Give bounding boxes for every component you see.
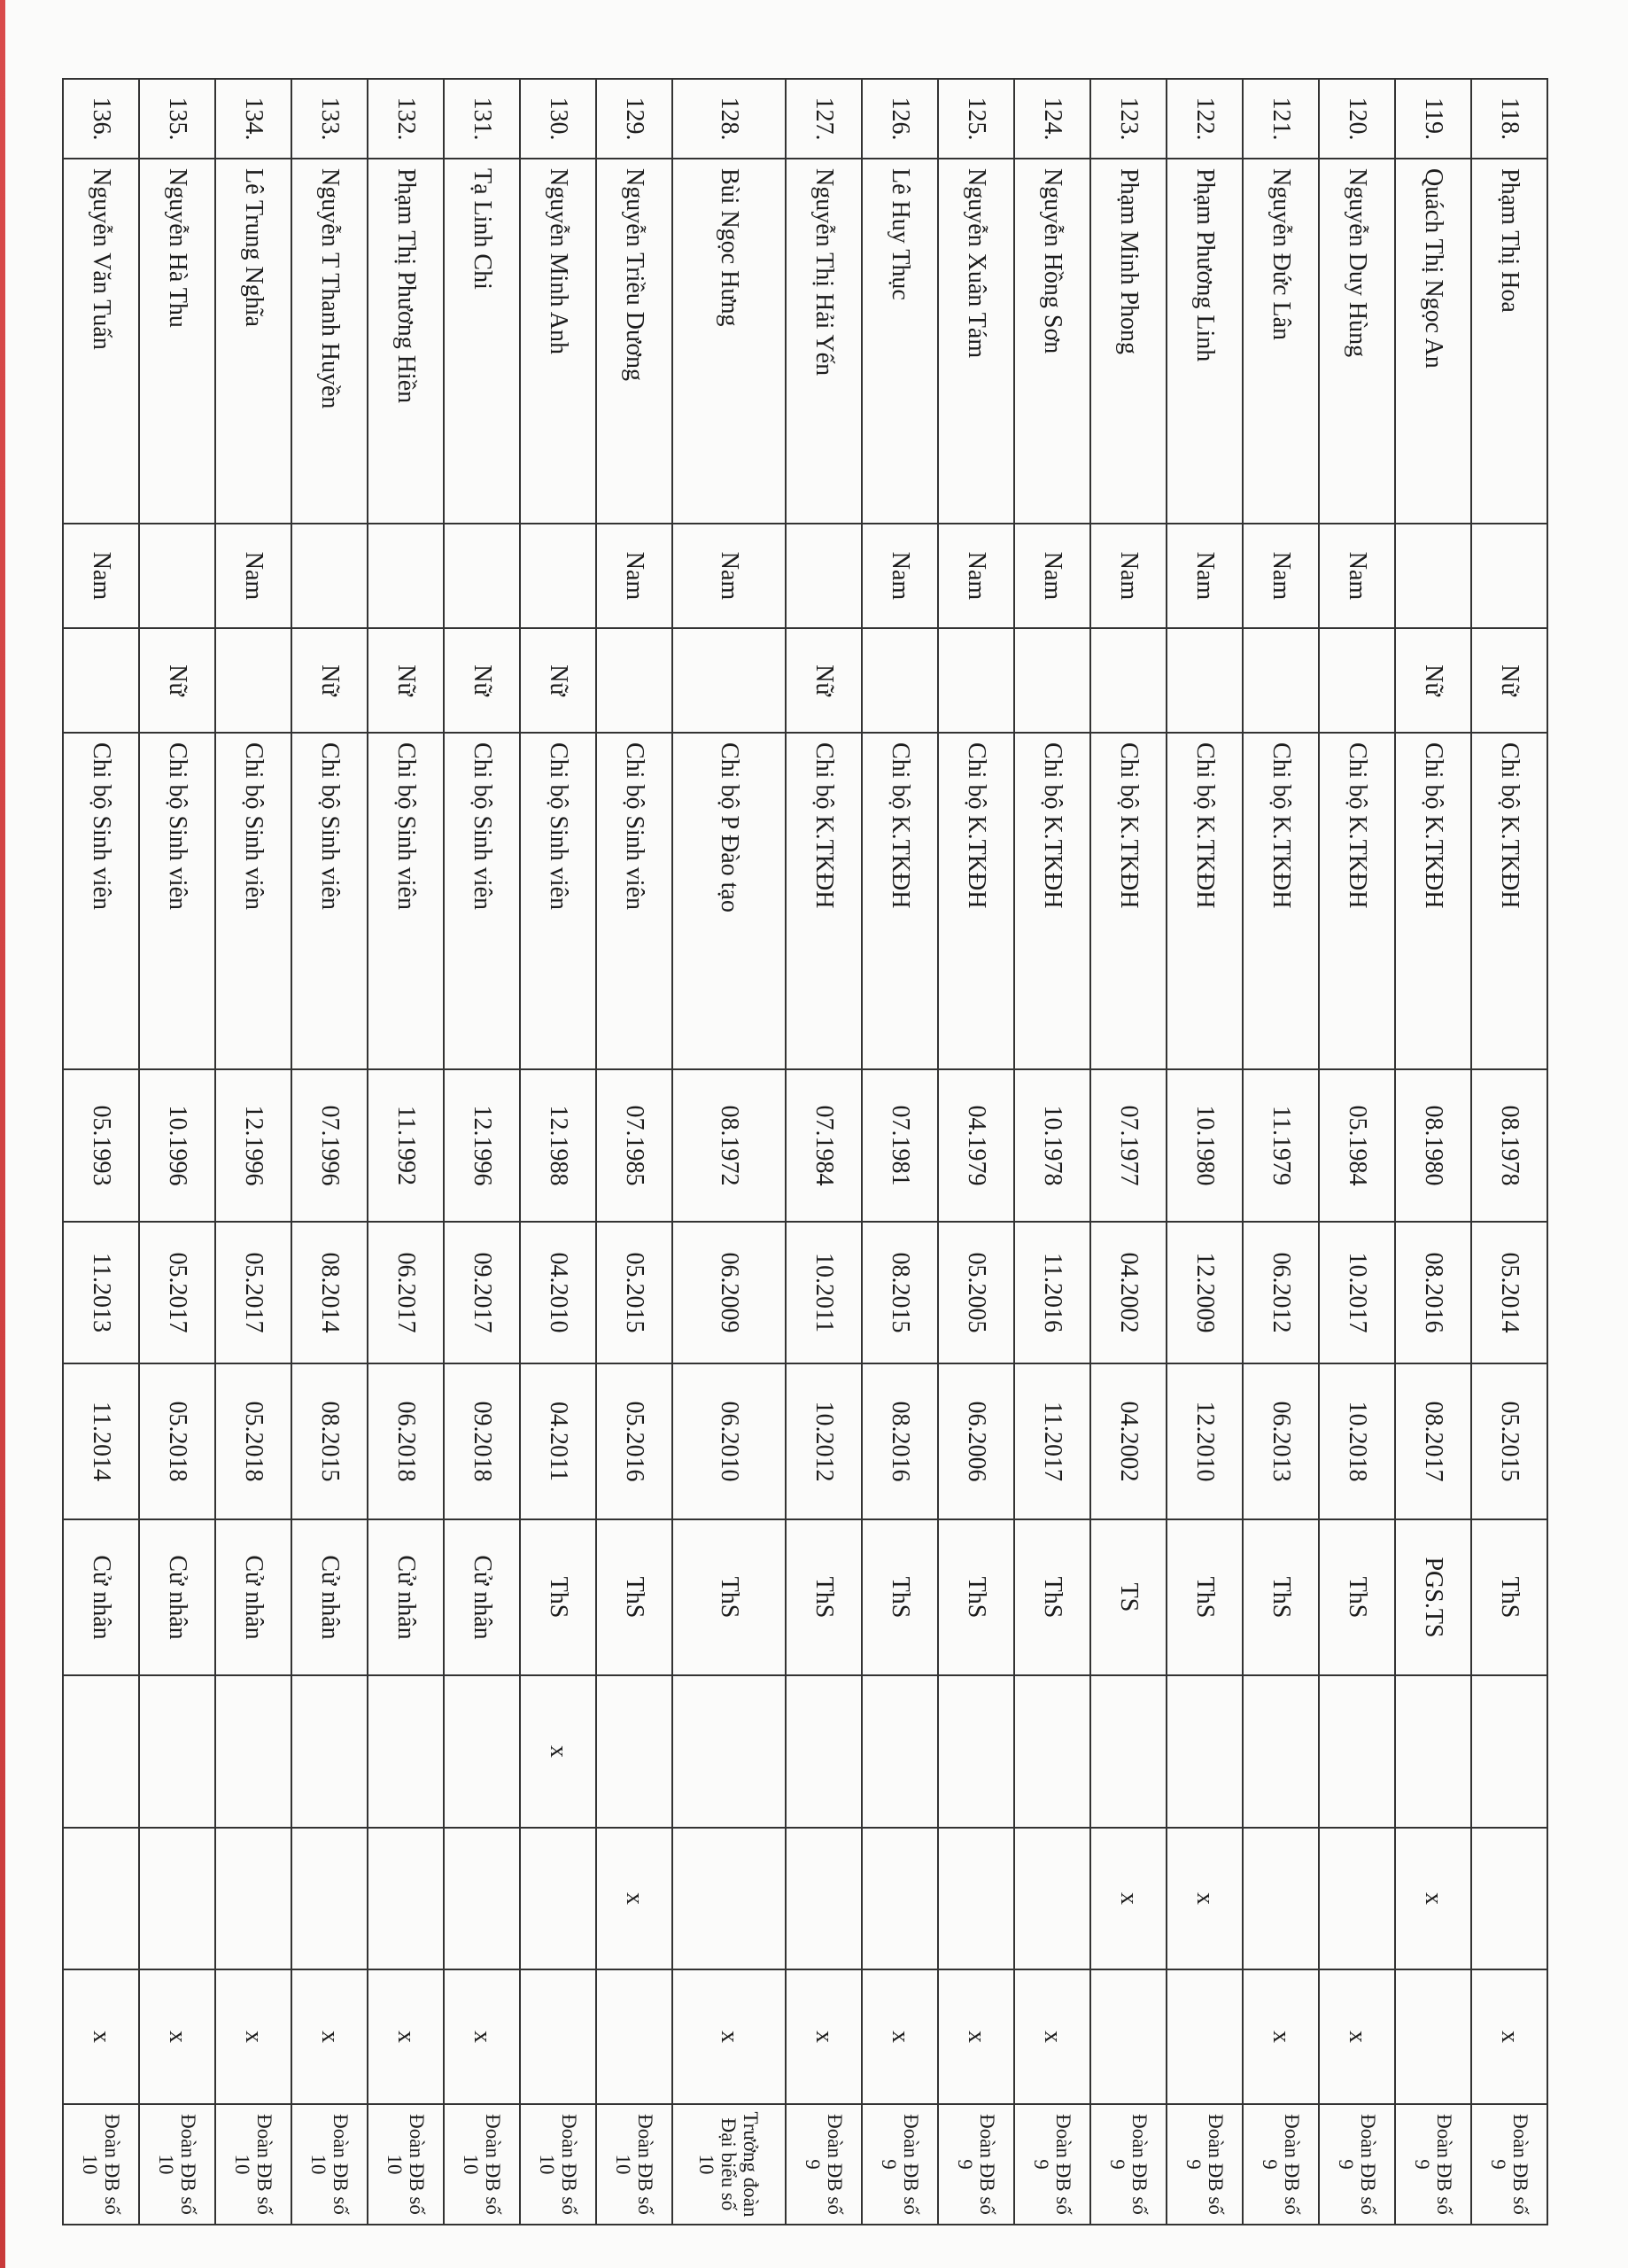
mark-col-2 <box>444 1828 520 1969</box>
join-date: 04.2002 <box>1090 1222 1167 1363</box>
join-date: 11.2013 <box>63 1222 139 1363</box>
row-number: 118. <box>1471 79 1547 159</box>
mark-col-3: x <box>368 1969 444 2104</box>
mark-col-2: x <box>1395 1828 1471 1969</box>
join-date: 08.2014 <box>291 1222 368 1363</box>
birth-date: 10.1996 <box>139 1069 215 1222</box>
party-cell: Chi bộ Sinh viên <box>139 733 215 1069</box>
delegation: Đoàn ĐB số 10 <box>444 2104 520 2225</box>
gender-male: Nam <box>862 524 938 628</box>
row-number: 119. <box>1395 79 1471 159</box>
degree: ThS <box>1014 1519 1090 1675</box>
member-name: Phạm Thị Hoa <box>1471 159 1547 524</box>
member-name: Nguyễn Thị Hải Yến <box>786 159 862 524</box>
party-cell: Chi bộ K.TKĐH <box>1014 733 1090 1069</box>
mark-col-2 <box>1014 1828 1090 1969</box>
gender-female <box>63 628 139 733</box>
mark-col-1 <box>862 1675 938 1828</box>
degree: Cử nhân <box>215 1519 291 1675</box>
mark-col-1 <box>1243 1675 1319 1828</box>
mark-col-3: x <box>672 1969 785 2104</box>
birth-date: 07.1984 <box>786 1069 862 1222</box>
member-name: Phạm Thị Phương Hiền <box>368 159 444 524</box>
join-date: 05.2017 <box>139 1222 215 1363</box>
official-date: 08.2015 <box>291 1363 368 1519</box>
table-row <box>672 79 785 2225</box>
official-date: 04.2002 <box>1090 1363 1167 1519</box>
member-name: Nguyễn Hà Thu <box>139 159 215 524</box>
mark-col-3: x <box>444 1969 520 2104</box>
mark-col-3: x <box>1243 1969 1319 2104</box>
mark-col-2 <box>1471 1828 1547 1969</box>
degree: ThS <box>672 1519 785 1675</box>
row-number: 123. <box>1090 79 1167 159</box>
mark-col-3: x <box>139 1969 215 2104</box>
birth-date: 05.1993 <box>63 1069 139 1222</box>
birth-date: 07.1977 <box>1090 1069 1167 1222</box>
mark-col-3: x <box>63 1969 139 2104</box>
mark-col-2 <box>862 1828 938 1969</box>
member-name: Nguyễn T Thanh Huyền <box>291 159 368 524</box>
delegation: Đoàn ĐB số 9 <box>1243 2104 1319 2225</box>
mark-col-1 <box>1014 1675 1090 1828</box>
mark-col-1: x <box>520 1675 596 1828</box>
table-row <box>596 79 672 2225</box>
table-row <box>1471 79 1547 2225</box>
row-number: 120. <box>1319 79 1395 159</box>
row-number: 130. <box>520 79 596 159</box>
table-row <box>520 79 596 2225</box>
degree: ThS <box>1471 1519 1547 1675</box>
party-cell: Chi bộ Sinh viên <box>368 733 444 1069</box>
mark-col-1 <box>139 1675 215 1828</box>
degree: ThS <box>1243 1519 1319 1675</box>
party-cell: Chi bộ Sinh viên <box>291 733 368 1069</box>
join-date: 05.2015 <box>596 1222 672 1363</box>
mark-col-1 <box>368 1675 444 1828</box>
degree: ThS <box>862 1519 938 1675</box>
row-number: 128. <box>672 79 785 159</box>
mark-col-1 <box>1167 1675 1243 1828</box>
birth-date: 12.1988 <box>520 1069 596 1222</box>
birth-date: 07.1996 <box>291 1069 368 1222</box>
mark-col-1 <box>291 1675 368 1828</box>
mark-col-1 <box>444 1675 520 1828</box>
row-number: 129. <box>596 79 672 159</box>
degree: Cử nhân <box>444 1519 520 1675</box>
table-row <box>215 79 291 2225</box>
official-date: 10.2018 <box>1319 1363 1395 1519</box>
mark-col-1 <box>1090 1675 1167 1828</box>
gender-male <box>786 524 862 628</box>
official-date: 05.2015 <box>1471 1363 1547 1519</box>
row-number: 121. <box>1243 79 1319 159</box>
row-number: 135. <box>139 79 215 159</box>
mark-col-3: x <box>1014 1969 1090 2104</box>
table-body <box>63 79 1547 2225</box>
mark-col-3: x <box>291 1969 368 2104</box>
mark-col-3: x <box>1319 1969 1395 2104</box>
party-cell: Chi bộ K.TKĐH <box>1471 733 1547 1069</box>
table-row <box>1395 79 1471 2225</box>
degree: ThS <box>938 1519 1014 1675</box>
party-cell: Chi bộ K.TKĐH <box>1319 733 1395 1069</box>
official-date: 05.2018 <box>215 1363 291 1519</box>
gender-male: Nam <box>1243 524 1319 628</box>
birth-date: 12.1996 <box>444 1069 520 1222</box>
row-number: 127. <box>786 79 862 159</box>
gender-male <box>139 524 215 628</box>
delegation: Đoàn ĐB số 9 <box>1014 2104 1090 2225</box>
degree: Cử nhân <box>291 1519 368 1675</box>
gender-male <box>1471 524 1547 628</box>
party-cell: Chi bộ K.TKĐH <box>938 733 1014 1069</box>
join-date: 10.2017 <box>1319 1222 1395 1363</box>
table-row <box>862 79 938 2225</box>
member-name: Phạm Phương Linh <box>1167 159 1243 524</box>
gender-female: Nữ <box>291 628 368 733</box>
official-date: 08.2016 <box>862 1363 938 1519</box>
delegation: Đoàn ĐB số 9 <box>786 2104 862 2225</box>
gender-female: Nữ <box>786 628 862 733</box>
mark-col-1 <box>786 1675 862 1828</box>
member-name: Nguyễn Đức Lân <box>1243 159 1319 524</box>
degree: ThS <box>520 1519 596 1675</box>
degree: Cử nhân <box>368 1519 444 1675</box>
join-date: 06.2012 <box>1243 1222 1319 1363</box>
party-cell: Chi bộ K.TKĐH <box>1243 733 1319 1069</box>
delegation: Đoàn ĐB số 9 <box>1167 2104 1243 2225</box>
gender-male: Nam <box>938 524 1014 628</box>
mark-col-3 <box>596 1969 672 2104</box>
member-name: Phạm Minh Phong <box>1090 159 1167 524</box>
document-page <box>62 78 1548 2218</box>
gender-female <box>1090 628 1167 733</box>
mark-col-3: x <box>862 1969 938 2104</box>
gender-male: Nam <box>596 524 672 628</box>
gender-female <box>938 628 1014 733</box>
gender-female <box>596 628 672 733</box>
official-date: 05.2018 <box>139 1363 215 1519</box>
table-row <box>1014 79 1090 2225</box>
degree: PGS.TS <box>1395 1519 1471 1675</box>
gender-female: Nữ <box>520 628 596 733</box>
row-number: 124. <box>1014 79 1090 159</box>
row-number: 134. <box>215 79 291 159</box>
mark-col-1 <box>215 1675 291 1828</box>
mark-col-1 <box>596 1675 672 1828</box>
row-number: 125. <box>938 79 1014 159</box>
join-date: 05.2017 <box>215 1222 291 1363</box>
party-cell: Chi bộ Sinh viên <box>63 733 139 1069</box>
mark-col-2 <box>672 1828 785 1969</box>
mark-col-1 <box>938 1675 1014 1828</box>
birth-date: 07.1985 <box>596 1069 672 1222</box>
member-name: Lê Huy Thục <box>862 159 938 524</box>
gender-female: Nữ <box>444 628 520 733</box>
delegation: Đoàn ĐB số 10 <box>520 2104 596 2225</box>
delegation: Đoàn ĐB số 10 <box>63 2104 139 2225</box>
delegation: Đoàn ĐB số 10 <box>291 2104 368 2225</box>
party-cell: Chi bộ K.TKĐH <box>862 733 938 1069</box>
official-date: 11.2014 <box>63 1363 139 1519</box>
gender-male <box>1395 524 1471 628</box>
gender-female: Nữ <box>1471 628 1547 733</box>
official-date: 06.2018 <box>368 1363 444 1519</box>
party-cell: Chi bộ Sinh viên <box>596 733 672 1069</box>
official-date: 06.2010 <box>672 1363 785 1519</box>
join-date: 11.2016 <box>1014 1222 1090 1363</box>
delegation: Đoàn ĐB số 9 <box>862 2104 938 2225</box>
party-cell: Chi bộ Sinh viên <box>444 733 520 1069</box>
table-row <box>1243 79 1319 2225</box>
delegation: Đoàn ĐB số 10 <box>139 2104 215 2225</box>
delegation: Đoàn ĐB số 9 <box>1395 2104 1471 2225</box>
join-date: 06.2009 <box>672 1222 785 1363</box>
delegation: Đoàn ĐB số 10 <box>215 2104 291 2225</box>
party-cell: Chi bộ K.TKĐH <box>786 733 862 1069</box>
member-list-table <box>62 78 1548 2225</box>
gender-male: Nam <box>1014 524 1090 628</box>
mark-col-3 <box>520 1969 596 2104</box>
mark-col-1 <box>1319 1675 1395 1828</box>
join-date: 08.2016 <box>1395 1222 1471 1363</box>
join-date: 09.2017 <box>444 1222 520 1363</box>
party-cell: Chi bộ P Đào tạo <box>672 733 785 1069</box>
table-row <box>1167 79 1243 2225</box>
table-row <box>139 79 215 2225</box>
member-name: Bùi Ngọc Hưng <box>672 159 785 524</box>
join-date: 05.2014 <box>1471 1222 1547 1363</box>
degree: ThS <box>1167 1519 1243 1675</box>
join-date: 10.2011 <box>786 1222 862 1363</box>
table-row <box>444 79 520 2225</box>
birth-date: 08.1978 <box>1471 1069 1547 1222</box>
gender-male: Nam <box>1090 524 1167 628</box>
mark-col-1 <box>672 1675 785 1828</box>
member-name: Nguyễn Xuân Tám <box>938 159 1014 524</box>
member-name: Nguyễn Hồng Sơn <box>1014 159 1090 524</box>
delegation: Đoàn ĐB số 9 <box>1471 2104 1547 2225</box>
party-cell: Chi bộ Sinh viên <box>520 733 596 1069</box>
gender-female <box>1319 628 1395 733</box>
gender-male: Nam <box>215 524 291 628</box>
delegation: Đoàn ĐB số 10 <box>596 2104 672 2225</box>
birth-date: 05.1984 <box>1319 1069 1395 1222</box>
member-name: Nguyễn Triều Dương <box>596 159 672 524</box>
degree: ThS <box>596 1519 672 1675</box>
member-name: Nguyễn Duy Hùng <box>1319 159 1395 524</box>
official-date: 05.2016 <box>596 1363 672 1519</box>
gender-male: Nam <box>63 524 139 628</box>
birth-date: 10.1980 <box>1167 1069 1243 1222</box>
gender-female <box>1167 628 1243 733</box>
party-cell: Chi bộ Sinh viên <box>215 733 291 1069</box>
delegation: Đoàn ĐB số 9 <box>1319 2104 1395 2225</box>
birth-date: 04.1979 <box>938 1069 1014 1222</box>
gender-female: Nữ <box>368 628 444 733</box>
official-date: 12.2010 <box>1167 1363 1243 1519</box>
table-row <box>938 79 1014 2225</box>
official-date: 09.2018 <box>444 1363 520 1519</box>
official-date: 04.2011 <box>520 1363 596 1519</box>
row-number: 133. <box>291 79 368 159</box>
gender-male: Nam <box>1167 524 1243 628</box>
mark-col-3 <box>1395 1969 1471 2104</box>
mark-col-3: x <box>215 1969 291 2104</box>
gender-male: Nam <box>1319 524 1395 628</box>
delegation: Đoàn ĐB số 9 <box>938 2104 1014 2225</box>
mark-col-1 <box>1395 1675 1471 1828</box>
gender-female <box>215 628 291 733</box>
official-date: 06.2006 <box>938 1363 1014 1519</box>
degree: Cử nhân <box>139 1519 215 1675</box>
gender-female <box>1014 628 1090 733</box>
delegation: Đoàn ĐB số 9 <box>1090 2104 1167 2225</box>
mark-col-2 <box>368 1828 444 1969</box>
official-date: 10.2012 <box>786 1363 862 1519</box>
member-name: Nguyễn Văn Tuấn <box>63 159 139 524</box>
degree: Cử nhân <box>63 1519 139 1675</box>
gender-male <box>291 524 368 628</box>
table-row <box>291 79 368 2225</box>
mark-col-2 <box>1243 1828 1319 1969</box>
table-row <box>63 79 139 2225</box>
mark-col-2 <box>786 1828 862 1969</box>
party-cell: Chi bộ K.TKĐH <box>1167 733 1243 1069</box>
mark-col-2: x <box>596 1828 672 1969</box>
row-number: 136. <box>63 79 139 159</box>
mark-col-1 <box>63 1675 139 1828</box>
gender-female: Nữ <box>139 628 215 733</box>
degree: TS <box>1090 1519 1167 1675</box>
join-date: 08.2015 <box>862 1222 938 1363</box>
party-cell: Chi bộ K.TKĐH <box>1090 733 1167 1069</box>
birth-date: 08.1972 <box>672 1069 785 1222</box>
member-name: Tạ Linh Chi <box>444 159 520 524</box>
mark-col-3: x <box>786 1969 862 2104</box>
gender-male <box>520 524 596 628</box>
row-number: 122. <box>1167 79 1243 159</box>
party-cell: Chi bộ K.TKĐH <box>1395 733 1471 1069</box>
mark-col-2 <box>291 1828 368 1969</box>
birth-date: 11.1979 <box>1243 1069 1319 1222</box>
birth-date: 12.1996 <box>215 1069 291 1222</box>
mark-col-2 <box>139 1828 215 1969</box>
join-date: 06.2017 <box>368 1222 444 1363</box>
scan-edge <box>0 0 5 2268</box>
join-date: 12.2009 <box>1167 1222 1243 1363</box>
official-date: 11.2017 <box>1014 1363 1090 1519</box>
table-row <box>1090 79 1167 2225</box>
birth-date: 10.1978 <box>1014 1069 1090 1222</box>
row-number: 131. <box>444 79 520 159</box>
gender-male: Nam <box>672 524 785 628</box>
delegation: Đoàn ĐB số 10 <box>368 2104 444 2225</box>
mark-col-3: x <box>938 1969 1014 2104</box>
row-number: 126. <box>862 79 938 159</box>
gender-female: Nữ <box>1395 628 1471 733</box>
official-date: 08.2017 <box>1395 1363 1471 1519</box>
mark-col-2 <box>1319 1828 1395 1969</box>
mark-col-2 <box>938 1828 1014 1969</box>
mark-col-2 <box>520 1828 596 1969</box>
degree: ThS <box>786 1519 862 1675</box>
member-name: Lê Trung Nghĩa <box>215 159 291 524</box>
table-row <box>368 79 444 2225</box>
mark-col-1 <box>1471 1675 1547 1828</box>
mark-col-2: x <box>1167 1828 1243 1969</box>
row-number: 132. <box>368 79 444 159</box>
table-row <box>786 79 862 2225</box>
mark-col-3 <box>1090 1969 1167 2104</box>
gender-female <box>672 628 785 733</box>
rotated-table-wrapper <box>62 78 1548 2218</box>
mark-col-3 <box>1167 1969 1243 2104</box>
join-date: 05.2005 <box>938 1222 1014 1363</box>
delegation: Trưởng đoàn Đại biểu số 10 <box>672 2104 785 2225</box>
birth-date: 08.1980 <box>1395 1069 1471 1222</box>
table-row <box>1319 79 1395 2225</box>
gender-male <box>368 524 444 628</box>
birth-date: 11.1992 <box>368 1069 444 1222</box>
mark-col-3: x <box>1471 1969 1547 2104</box>
gender-female <box>1243 628 1319 733</box>
official-date: 06.2013 <box>1243 1363 1319 1519</box>
degree: ThS <box>1319 1519 1395 1675</box>
gender-female <box>862 628 938 733</box>
mark-col-2: x <box>1090 1828 1167 1969</box>
member-name: Nguyễn Minh Anh <box>520 159 596 524</box>
mark-col-2 <box>63 1828 139 1969</box>
join-date: 04.2010 <box>520 1222 596 1363</box>
gender-male <box>444 524 520 628</box>
mark-col-2 <box>215 1828 291 1969</box>
birth-date: 07.1981 <box>862 1069 938 1222</box>
member-name: Quách Thị Ngọc An <box>1395 159 1471 524</box>
